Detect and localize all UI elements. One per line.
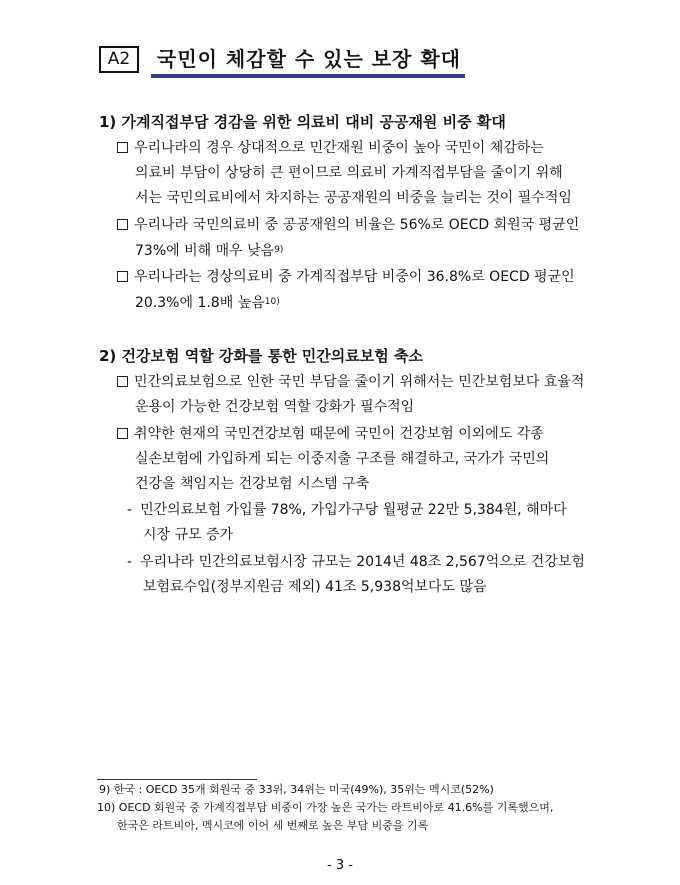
footnote-divider <box>97 779 257 780</box>
footnote-10: 10) OECD 회원국 중 가계직접부담 비중이 가장 높은 국가는 라트비아로 41.6%를 기록했으며, <box>97 801 554 814</box>
footnote-ref[interactable]: 10) <box>264 297 280 307</box>
checkbox-bullet-icon <box>117 376 128 387</box>
dash-bullet-icon: - <box>127 554 133 570</box>
dash-line: 시장 규모 증가 <box>143 527 234 543</box>
checkbox-bullet-icon <box>117 142 128 153</box>
subsection-title-1: 1) 가계직접부담 경감을 위한 의료비 대비 공공재원 비중 확대 <box>99 113 506 131</box>
bullet-line: 민간의료보험으로 인한 국민 부담을 줄이기 위해서는 민간보험보다 효율적 <box>117 372 584 392</box>
checkbox-bullet-icon <box>117 428 128 439</box>
bullet-line: 의료비 부담이 상당히 큰 편이므로 의료비 가계직접부담을 줄이기 위해 <box>135 165 563 181</box>
section-badge: A2 <box>99 46 139 73</box>
footnote-10-cont: 한국은 라트비아, 멕시코에 이어 세 번째로 높은 부담 비중을 기록 <box>117 819 429 832</box>
bullet-line: 우리나라의 경우 상대적으로 민간재원 비중이 높아 국민이 체감하는 <box>117 138 544 158</box>
bullet-line: 우리나라 국민의료비 중 공공재원의 비율은 56%로 OECD 회원국 평균인 <box>117 215 579 235</box>
checkbox-bullet-icon <box>117 219 128 230</box>
checkbox-bullet-icon <box>117 271 128 282</box>
page-number: - 3 - <box>327 858 353 873</box>
bullet-line: 73%에 비해 매우 낮음$^{9)}$ <box>135 243 284 259</box>
dash-line: 보험료수입(정부지원금 제외) 41조 5,938억보다도 많음 <box>143 579 487 595</box>
header-underline <box>151 74 465 78</box>
section-header <box>99 44 465 78</box>
bullet-line: 취약한 현재의 국민건강보험 때문에 국민이 건강보험 이외에도 각종 <box>117 424 544 444</box>
dash-bullet-icon: - <box>127 502 133 518</box>
footnote-9: 9) 한국 : OECD 35개 회원국 중 33위, 34위는 미국(49%), 35위는 멕시코(52%) <box>99 783 494 796</box>
bullet-line: 건강을 책임지는 건강보험 시스템 구축 <box>135 476 370 492</box>
dash-line: - 우리나라 민간의료보험시장 규모는 2014년 48조 2,567억으로 건강보험 <box>127 554 585 570</box>
bullet-line: 서는 국민의료비에서 차지하는 공공재원의 비중을 늘리는 것이 필수적임 <box>135 190 572 206</box>
bullet-line: 20.3%에 1.8배 높음$^{10)}$ <box>135 295 280 311</box>
section-heading: 국민이 체감할 수 있는 보장 확대 <box>157 47 461 71</box>
bullet-line: 실손보험에 가입하게 되는 이중지출 구조를 해결하고, 국가가 국민의 <box>135 451 550 467</box>
dash-line: - 민간의료보험 가입률 78%, 가입가구당 월평균 22만 5,384원, 해마다 <box>127 502 567 518</box>
bullet-line: 우리나라는 경상의료비 중 가계직접부담 비중이 36.8%로 OECD 평균인 <box>117 267 575 287</box>
footnote-ref[interactable]: 9) <box>274 245 284 255</box>
bullet-line: 운용이 가능한 건강보험 역할 강화가 필수적임 <box>135 399 415 415</box>
subsection-title-2: 2) 건강보험 역할 강화를 통한 민간의료보험 축소 <box>99 347 423 365</box>
